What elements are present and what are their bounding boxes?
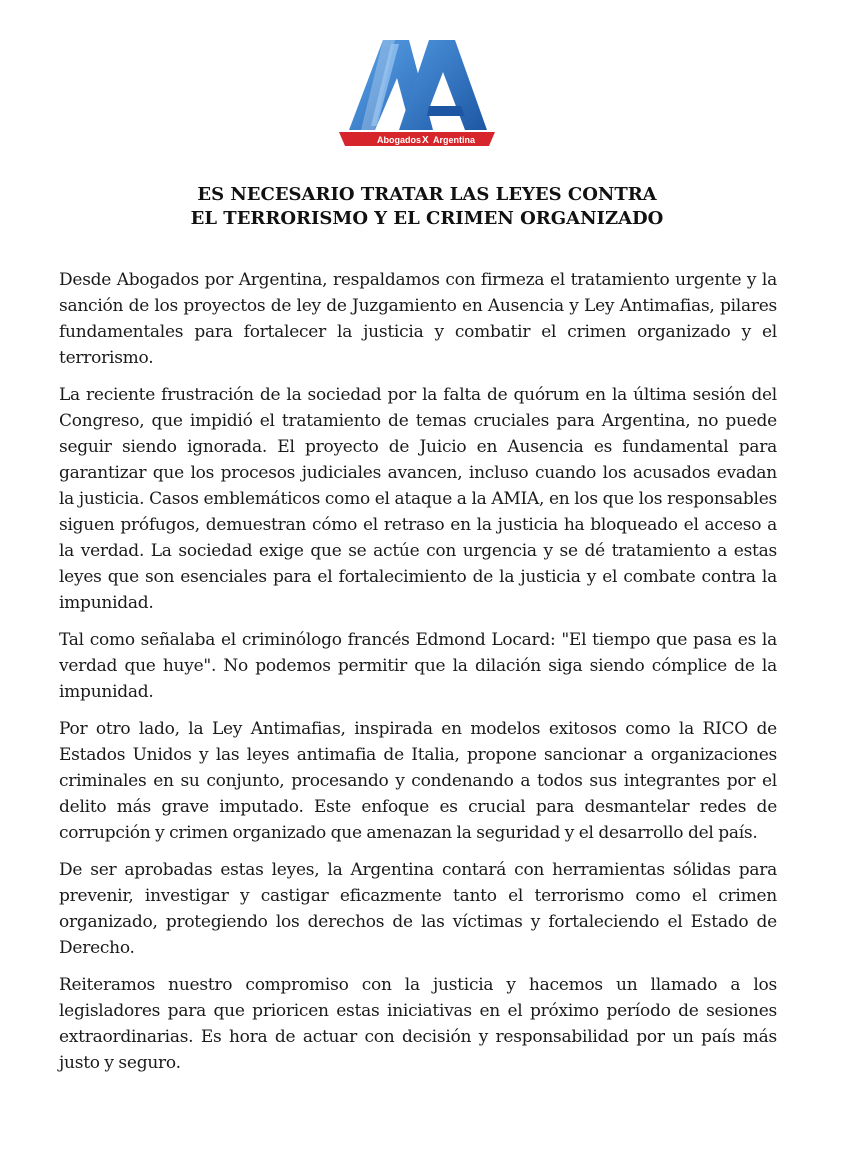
paragraph: Reiteramos nuestro compromiso con la justicia y hacemos un llamado a los legisladores para que prioricen estas iniciativas en el próximo período de sesiones extraordinarias. Es hora de actuar con decisión y responsabilidad por un país más justo y seguro. bbox=[59, 975, 777, 1073]
title-line-1: ES NECESARIO TRATAR LAS LEYES CONTRA bbox=[197, 184, 657, 205]
logo-tagline-x: X bbox=[422, 135, 429, 146]
paragraph: Por otro lado, la Ley Antimafias, inspirada en modelos exitosos como la RICO de Estados Unidos y las leyes antimafia de Italia, propone sancionar a organizaciones criminales en su conjunto, procesando y condenando a todos sus integrantes por el delito más grave imputado. Este enfoque es crucial para desmantelar redes de corrupción y crimen organizado que amenazan la seguridad y el desarrollo del país. bbox=[59, 719, 777, 843]
logo-tagline-left: Abogados bbox=[377, 135, 421, 145]
paragraph: De ser aprobadas estas leyes, la Argentina contará con herramientas sólidas para prevenir, investigar y castigar eficazmente tanto el terrorismo como el crimen organizado, protegiendo los derechos de las víctimas y fortaleciendo el Estado de Derecho. bbox=[59, 860, 777, 958]
paragraph: Desde Abogados por Argentina, respaldamos con firmeza el tratamiento urgente y la sanción de los proyectos de ley de Juzgamiento en Ausencia y Ley Antimafias, pilares fundamentales para fortalecer la justicia y combatir el crimen organizado y el terrorismo. bbox=[59, 270, 777, 368]
title-line-2: EL TERRORISMO Y EL CRIMEN ORGANIZADO bbox=[190, 208, 664, 229]
logo-tagline-right: Argentina bbox=[433, 135, 476, 145]
paragraph: Tal como señalaba el criminólogo francés Edmond Locard: "El tiempo que pasa es la verdad que huye". No podemos permitir que la dilación siga siendo cómplice de la impunidad. bbox=[59, 630, 777, 702]
abogados-x-argentina-logo bbox=[337, 34, 499, 150]
logo-mark-icon bbox=[337, 34, 499, 150]
page-title bbox=[60, 183, 794, 231]
paragraph: La reciente frustración de la sociedad por la falta de quórum en la última sesión del Congreso, que impidió el tratamiento de temas cruciales para Argentina, no puede seguir siendo ignorada. El proyecto de Juicio en Ausencia es fundamental para garantizar que los procesos judiciales avancen, incluso cuando los acusados evadan la justicia. Casos emblemáticos como el ataque a la AMIA, en los que los responsables siguen prófugos, demuestran cómo el retraso en la justicia ha bloqueado el acceso a la verdad. La sociedad exige que se actúe con urgencia y se dé tratamiento a estas leyes que son esenciales para el fortalecimiento de la justicia y el combate contra la impunidad. bbox=[59, 385, 777, 613]
statement-body bbox=[59, 267, 777, 1087]
